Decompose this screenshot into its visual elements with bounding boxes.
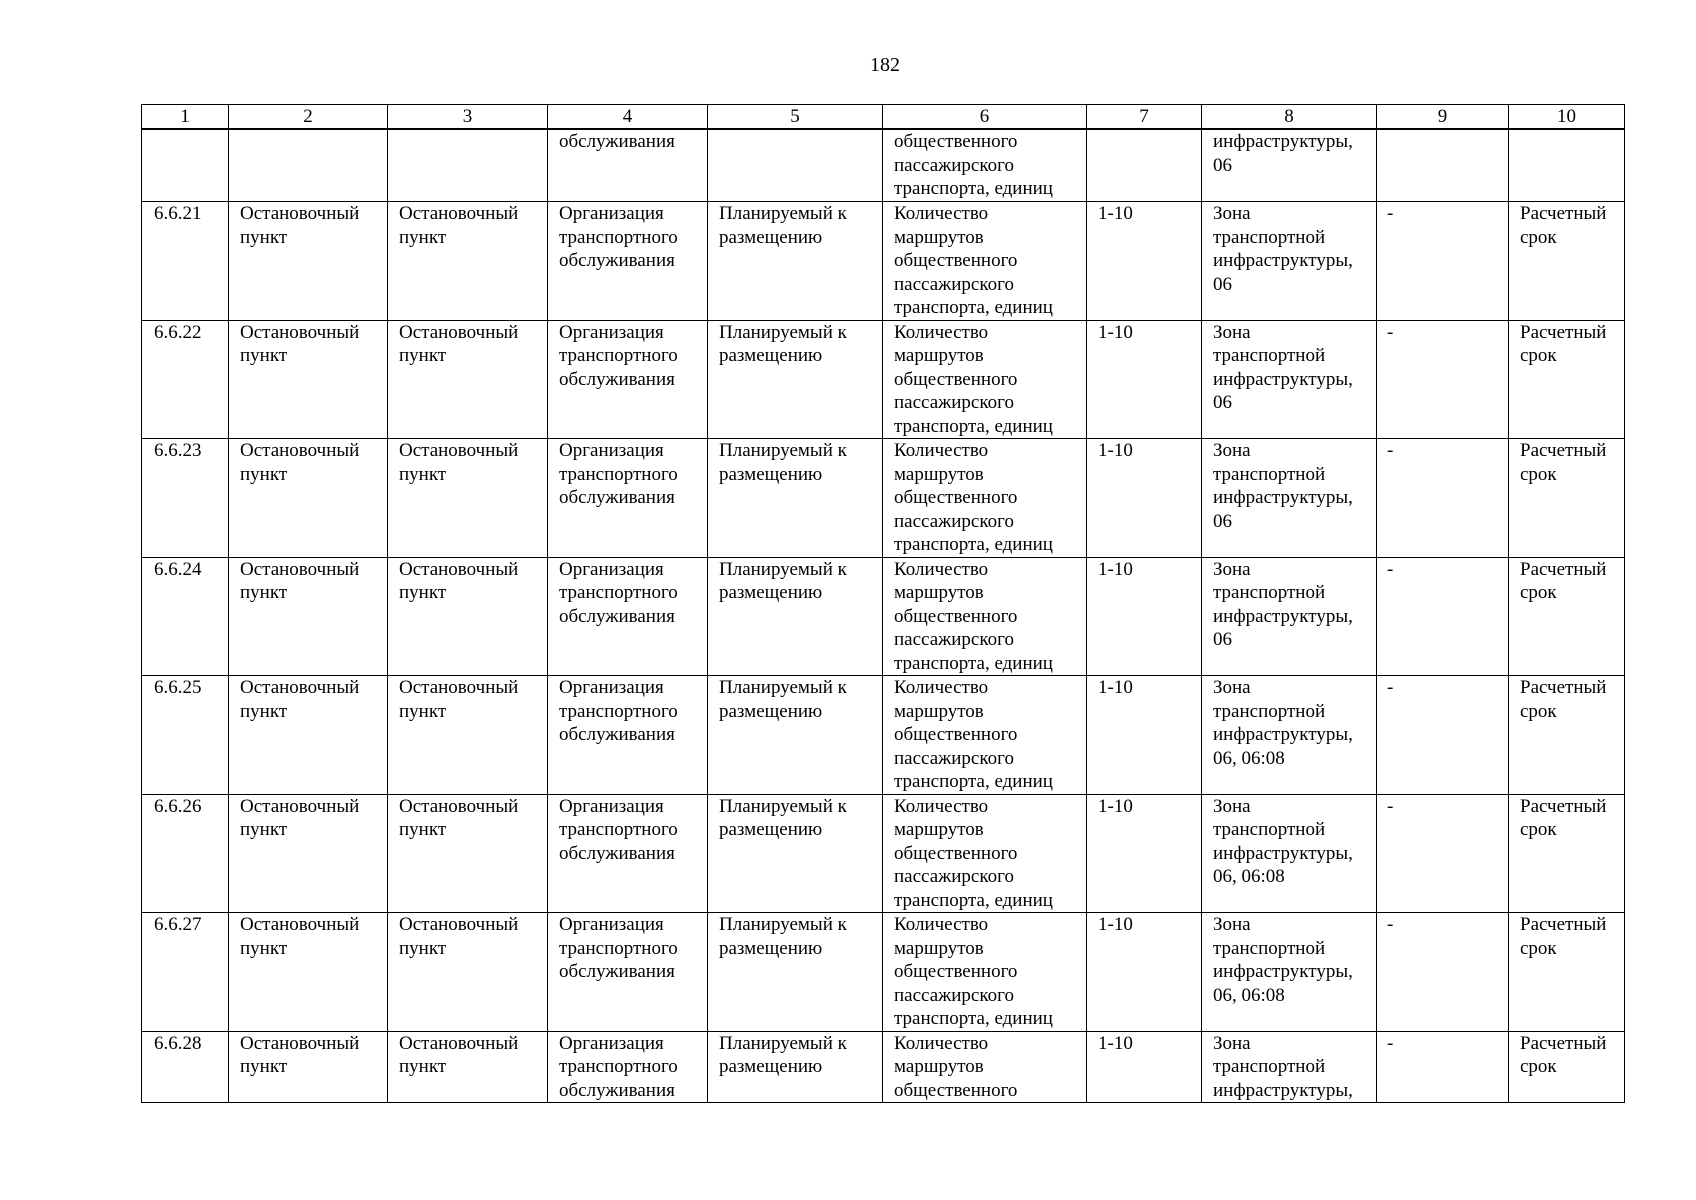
table-cell — [708, 129, 883, 202]
cell-type: Остановочный пункт — [388, 676, 548, 795]
column-header-2: 2 — [229, 105, 388, 130]
cell-type: Остановочный пункт — [388, 202, 548, 321]
cell-purpose: Организация транспортного обслуживания — [548, 1031, 708, 1103]
cell-value: 1-10 — [1087, 439, 1202, 558]
cell-protection-zone: - — [1377, 1031, 1509, 1103]
table-row — [142, 557, 1625, 676]
cell-zone: Зона транспортной инфраструктуры, 06 — [1202, 557, 1377, 676]
cell-protection-zone: - — [1377, 320, 1509, 439]
cell-term: Расчетный срок — [1509, 676, 1625, 795]
cell-number: 6.6.26 — [142, 794, 229, 913]
cell-type: Остановочный пункт — [388, 320, 548, 439]
cell-zone: Зона транспортной инфраструктуры, 06, 06:08 — [1202, 913, 1377, 1032]
cell-status: Планируемый к размещению — [708, 794, 883, 913]
cell-status: Планируемый к размещению — [708, 1031, 883, 1103]
column-header-7: 7 — [1087, 105, 1202, 130]
table-cell — [1509, 129, 1625, 202]
cell-value: 1-10 — [1087, 913, 1202, 1032]
cell-purpose: Организация транспортного обслуживания — [548, 557, 708, 676]
cell-purpose: Организация транспортного обслуживания — [548, 439, 708, 558]
cell-type: Остановочный пункт — [388, 913, 548, 1032]
table-row — [142, 794, 1625, 913]
cell-number: 6.6.25 — [142, 676, 229, 795]
table-cell — [388, 129, 548, 202]
cell-status: Планируемый к размещению — [708, 439, 883, 558]
column-header-10: 10 — [1509, 105, 1625, 130]
table-row — [142, 913, 1625, 1032]
cell-purpose: Организация транспортного обслуживания — [548, 913, 708, 1032]
cell-name: Остановочный пункт — [229, 794, 388, 913]
column-header-9: 9 — [1377, 105, 1509, 130]
table-cell — [142, 129, 229, 202]
cell-name: Остановочный пункт — [229, 557, 388, 676]
table-cell: общественного пассажирского транспорта, единиц — [883, 129, 1087, 202]
cell-term: Расчетный срок — [1509, 202, 1625, 321]
cell-zone: Зона транспортной инфраструктуры, 06 — [1202, 439, 1377, 558]
cell-term: Расчетный срок — [1509, 913, 1625, 1032]
cell-value: 1-10 — [1087, 1031, 1202, 1103]
cell-purpose: Организация транспортного обслуживания — [548, 794, 708, 913]
cell-term: Расчетный срок — [1509, 794, 1625, 913]
cell-number: 6.6.21 — [142, 202, 229, 321]
cell-value: 1-10 — [1087, 557, 1202, 676]
table-cell — [1087, 129, 1202, 202]
cell-value: 1-10 — [1087, 794, 1202, 913]
cell-status: Планируемый к размещению — [708, 557, 883, 676]
cell-zone: Зона транспортной инфраструктуры, — [1202, 1031, 1377, 1103]
cell-number: 6.6.24 — [142, 557, 229, 676]
cell-term: Расчетный срок — [1509, 320, 1625, 439]
cell-name: Остановочный пункт — [229, 202, 388, 321]
cell-zone: Зона транспортной инфраструктуры, 06, 06:08 — [1202, 676, 1377, 795]
table-row — [142, 202, 1625, 321]
cell-name: Остановочный пункт — [229, 676, 388, 795]
cell-type: Остановочный пункт — [388, 557, 548, 676]
cell-protection-zone: - — [1377, 557, 1509, 676]
cell-characteristic: Количество маршрутов общественного пассажирского транспорта, единиц — [883, 320, 1087, 439]
cell-characteristic: Количество маршрутов общественного пассажирского транспорта, единиц — [883, 202, 1087, 321]
cell-name: Остановочный пункт — [229, 913, 388, 1032]
table-header-row — [142, 105, 1625, 130]
cell-name: Остановочный пункт — [229, 1031, 388, 1103]
table-row — [142, 1031, 1625, 1103]
cell-protection-zone: - — [1377, 676, 1509, 795]
cell-protection-zone: - — [1377, 794, 1509, 913]
cell-number: 6.6.27 — [142, 913, 229, 1032]
cell-status: Планируемый к размещению — [708, 676, 883, 795]
cell-value: 1-10 — [1087, 676, 1202, 795]
cell-value: 1-10 — [1087, 320, 1202, 439]
cell-purpose: Организация транспортного обслуживания — [548, 676, 708, 795]
column-header-6: 6 — [883, 105, 1087, 130]
table-cell: обслуживания — [548, 129, 708, 202]
cell-number: 6.6.23 — [142, 439, 229, 558]
cell-zone: Зона транспортной инфраструктуры, 06 — [1202, 202, 1377, 321]
cell-characteristic: Количество маршрутов общественного пассажирского транспорта, единиц — [883, 557, 1087, 676]
cell-type: Остановочный пункт — [388, 439, 548, 558]
table-cell — [229, 129, 388, 202]
cell-characteristic: Количество маршрутов общественного пассажирского транспорта, единиц — [883, 913, 1087, 1032]
column-header-3: 3 — [388, 105, 548, 130]
cell-value: 1-10 — [1087, 202, 1202, 321]
cell-protection-zone: - — [1377, 913, 1509, 1032]
column-header-5: 5 — [708, 105, 883, 130]
cell-type: Остановочный пункт — [388, 1031, 548, 1103]
cell-protection-zone: - — [1377, 439, 1509, 558]
cell-number: 6.6.28 — [142, 1031, 229, 1103]
cell-status: Планируемый к размещению — [708, 202, 883, 321]
table-cell — [1377, 129, 1509, 202]
cell-characteristic: Количество маршрутов общественного пассажирского транспорта, единиц — [883, 676, 1087, 795]
data-table — [141, 104, 1625, 1103]
column-header-4: 4 — [548, 105, 708, 130]
cell-zone: Зона транспортной инфраструктуры, 06 — [1202, 320, 1377, 439]
cell-characteristic: Количество маршрутов общественного пассажирского транспорта, единиц — [883, 794, 1087, 913]
cell-purpose: Организация транспортного обслуживания — [548, 320, 708, 439]
cell-protection-zone: - — [1377, 202, 1509, 321]
column-header-1: 1 — [142, 105, 229, 130]
table-cell: инфраструктуры, 06 — [1202, 129, 1377, 202]
cell-status: Планируемый к размещению — [708, 320, 883, 439]
table-row — [142, 439, 1625, 558]
cell-purpose: Организация транспортного обслуживания — [548, 202, 708, 321]
cell-term: Расчетный срок — [1509, 439, 1625, 558]
cell-type: Остановочный пункт — [388, 794, 548, 913]
table-row — [142, 676, 1625, 795]
cell-term: Расчетный срок — [1509, 1031, 1625, 1103]
cell-characteristic: Количество маршрутов общественного — [883, 1031, 1087, 1103]
cell-term: Расчетный срок — [1509, 557, 1625, 676]
table-row — [142, 320, 1625, 439]
page-number: 182 — [870, 54, 900, 76]
cell-name: Остановочный пункт — [229, 439, 388, 558]
column-header-8: 8 — [1202, 105, 1377, 130]
table-row-continuation — [142, 129, 1625, 202]
cell-name: Остановочный пункт — [229, 320, 388, 439]
cell-status: Планируемый к размещению — [708, 913, 883, 1032]
cell-characteristic: Количество маршрутов общественного пассажирского транспорта, единиц — [883, 439, 1087, 558]
cell-zone: Зона транспортной инфраструктуры, 06, 06:08 — [1202, 794, 1377, 913]
cell-number: 6.6.22 — [142, 320, 229, 439]
